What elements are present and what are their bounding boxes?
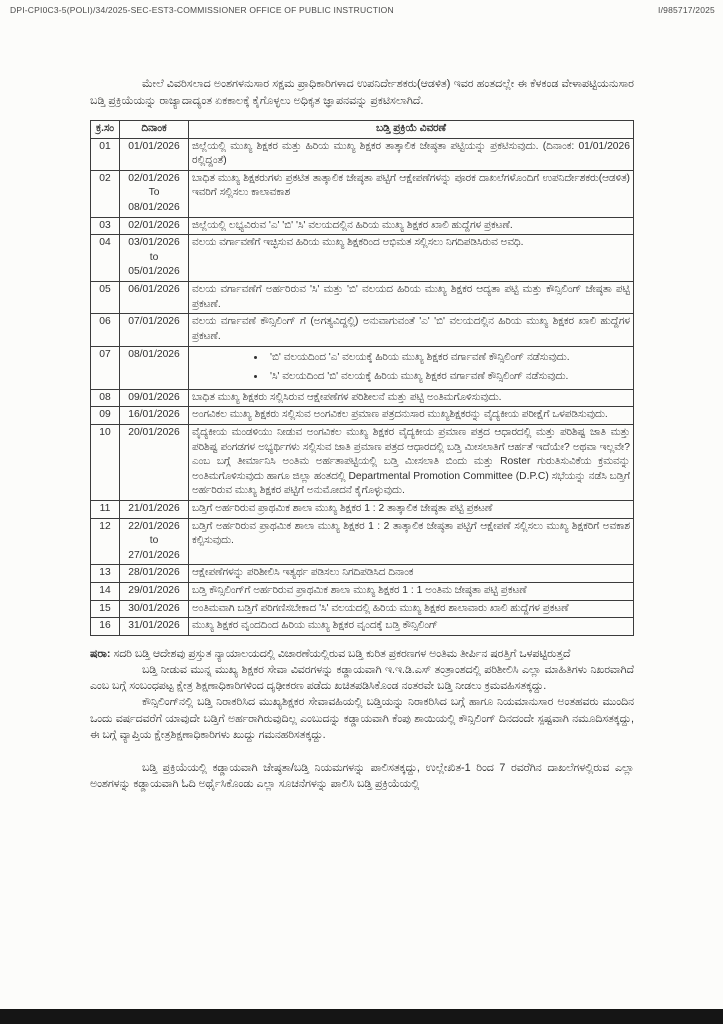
row-serial: 07 <box>91 346 120 389</box>
column-header-date: ದಿನಾಂಕ <box>120 121 189 139</box>
row-serial: 04 <box>91 235 120 282</box>
date-line: 05/01/2026 <box>128 266 180 278</box>
row-date <box>120 389 189 407</box>
table-header-row <box>91 121 634 139</box>
row-date <box>120 235 189 282</box>
table-row <box>91 389 634 407</box>
row-description: ಮುಖ್ಯ ಶಿಕ್ಷಕರ ವೃಂದದಿಂದ ಹಿರಿಯ ಮುಖ್ಯ ಶಿಕ್ಷಕರ ವೃಂದಕ್ಕೆ ಬಡ್ತಿ ಕೌನ್ಸಿಲಿಂಗ್ <box>189 618 634 636</box>
row-serial: 10 <box>91 424 120 500</box>
row-serial: 15 <box>91 600 120 618</box>
table-row <box>91 217 634 235</box>
date-line: 01/01/2026 <box>128 140 180 152</box>
table-row <box>91 424 634 500</box>
table-row <box>91 346 634 389</box>
row-date <box>120 518 189 565</box>
paragraph-rules-compliance: ಬಡ್ತಿ ಪ್ರಕ್ರಿಯೆಯಲ್ಲಿ ಕಡ್ಡಾಯವಾಗಿ ಜೇಷ್ಠತಾ/ಬಡ್ತಿ ನಿಯಮಗಳನ್ನು ಪಾಲಿಸತಕ್ಕದ್ದು, ಉಲ್ಲೇಖಿತ-1 ರಿಂದ 7 ರವರೆಗಿನ ದಾಖಲೆಗಳಲ್ಲಿರುವ ಎಲ್ಲಾ ಅಂಶಗಳನ್ನು ಕಡ್ಡಾಯವಾಗಿ ಓದಿ ಅರ್ಥೈಸಿಕೊಂಡು ಎಲ್ಲಾ ಸೂಚನೆಗಳನ್ನು ಪಾಲಿಸಿ ಬಡ್ತಿ ಪ್ರಕ್ರಿಯೆಯಲ್ಲಿ <box>90 762 634 791</box>
row-serial: 16 <box>91 618 120 636</box>
date-line: 28/01/2026 <box>128 567 180 579</box>
date-line: 02/01/2026 <box>128 172 180 184</box>
row-serial: 02 <box>91 170 120 217</box>
table-row <box>91 235 634 282</box>
row-description: ಜಿಲ್ಲೆಯಲ್ಲಿ ಲಭ್ಯವಿರುವ 'ಎ' 'ಬಿ' 'ಸಿ' ವಲಯದಲ್ಲಿನ ಹಿರಿಯ ಮುಖ್ಯ ಶಿಕ್ಷಕರ ಖಾಲಿ ಹುದ್ದೆಗಳ ಪ್ರಕಟಣೆ. <box>189 217 634 235</box>
bullet-item: • 'ಬಿ' ವಲಯದಿಂದ 'ಎ' ವಲಯಕ್ಕೆ ಹಿರಿಯ ಮುಖ್ಯ ಶಿಕ್ಷಕರ ವರ್ಗಾವಣೆ ಕೌನ್ಸಿಲಿಂಗ್ ನಡೆಸುವುದು. <box>266 351 630 366</box>
table-row <box>91 583 634 601</box>
row-date <box>120 583 189 601</box>
date-line: 16/01/2026 <box>128 409 180 421</box>
table-row <box>91 518 634 565</box>
row-description: ಆಕ್ಷೇಪಣೆಗಳನ್ನು ಪರಿಶೀಲಿಸಿ ಇತ್ಯರ್ಥ ಪಡಿಸಲು ನಿಗದಿಪಡಿಸಿದ ದಿನಾಂಕ <box>189 565 634 583</box>
table-row <box>91 407 634 425</box>
date-line: to <box>149 535 159 547</box>
paragraph-counselling-refusal: ಕೌನ್ಸಿಲಿಂಗ್‌ನಲ್ಲಿ ಬಡ್ತಿ ನಿರಾಕರಿಸಿದ ಮುಖ್ಯಶಿಕ್ಷಕರ ಸೇವಾವಹಿಯಲ್ಲಿ ಬಡ್ತಿಯನ್ನು ನಿರಾಕರಿಸಿದ ಬಗ್ಗೆ ಹಾಗೂ ನಿಯಮಾನುಸಾರ ಅಂತಹವರು ಮುಂದಿನ ಒಂದು ವರ್ಷದವರೆಗೆ ಯಾವುದೇ ಬಡ್ತಿಗೆ ಅರ್ಹರಾಗಿರುವುದಿಲ್ಲ ಎಂಬುದನ್ನು ಕಡ್ಡಾಯವಾಗಿ ಕೆಂಪು ಶಾಯಿಯಲ್ಲಿ ಕೌನ್ಸಿಲಿಂಗ್ ದಿನದಂದೇ ಸ್ಪಷ್ಟವಾಗಿ ನಮೂದಿಸತಕ್ಕದ್ದು, ಈ ಬಗ್ಗೆ ವ್ಯಾಪ್ತಿಯ ಕ್ಷೇತ್ರಶಿಕ್ಷಣಾಧಿಕಾರಿಗಳು ಖುದ್ದು ಗಮನಹರಿಸತಕ್ಕದ್ದು. <box>90 696 634 741</box>
date-line: to <box>149 251 159 263</box>
notes-section <box>90 646 634 793</box>
table-row <box>91 618 634 636</box>
row-serial: 05 <box>91 282 120 314</box>
row-serial: 03 <box>91 217 120 235</box>
table-row <box>91 282 634 314</box>
intro-paragraph: ಮೇಲೆ ವಿವರಿಸಲಾದ ಅಂಶಗಳನುಸಾರ ಸಕ್ಷಮ ಪ್ರಾಧಿಕಾರಿಗಳಾದ ಉಪನಿರ್ದೇಶಕರು(ಆಡಳಿತ) ಇವರ ಹಂತದಲ್ಲೇ ಈ ಕೆಳಕಂಡ ವೇಳಾಪಟ್ಟಿಯನುಸಾರ ಬಡ್ತಿ ಪ್ರಕ್ರಿಯೆಯನ್ನು ರಾಜ್ಯಾದಾದ್ಯಂತ ಏಕಕಾಲಕ್ಕೆ ಕೈಗೊಳ್ಳಲು ಅಧಿಕೃತ ಜ್ಞಾಪನವನ್ನು ಪ್ರಕಟಿಸಲಾಗಿದೆ. <box>90 78 634 107</box>
row-description: ವಲಯ ವರ್ಗಾವಣೆಗೆ ಅರ್ಹರಿರುವ 'ಸಿ' ಮತ್ತು 'ಬಿ' ವಲಯದ ಹಿರಿಯ ಮುಖ್ಯ ಶಿಕ್ಷಕರ ಆದ್ಯತಾ ಪಟ್ಟಿ ಮತ್ತು ಕೌನ್ಸಿಲಿಂಗ್ ಜೇಷ್ಠತಾ ಪಟ್ಟಿ ಪ್ರಕಟಣೆ. <box>189 282 634 314</box>
row-date <box>120 618 189 636</box>
row-serial: 01 <box>91 138 120 170</box>
table-row <box>91 501 634 519</box>
row-date <box>120 138 189 170</box>
date-line: 07/01/2026 <box>128 316 180 328</box>
row-serial: 09 <box>91 407 120 425</box>
row-description: ಬಡ್ತಿಗೆ ಅರ್ಹರಿರುವ ಪ್ರಾಥಮಿಕ ಶಾಲಾ ಮುಖ್ಯ ಶಿಕ್ಷಕರ 1 : 2 ತಾತ್ಕಾಲಿಕ ಜೇಷ್ಠತಾ ಪಟ್ಟಿ ಪ್ರಕಟಣೆ <box>189 501 634 519</box>
row-date <box>120 346 189 389</box>
bullet-item: • 'ಸಿ' ವಲಯದಿಂದ 'ಬಿ' ವಲಯಕ್ಕೆ ಹಿರಿಯ ಮುಖ್ಯ ಶಿಕ್ಷಕರ ವರ್ಗಾವಣೆ ಕೌನ್ಸಿಲಿಂಗ್ ನಡೆಸುವುದು. <box>266 370 630 385</box>
note-label: ಷರಾ: <box>90 647 111 660</box>
row-serial: 08 <box>91 389 120 407</box>
row-date <box>120 407 189 425</box>
date-line: 31/01/2026 <box>128 620 180 632</box>
date-line: 29/01/2026 <box>128 585 180 597</box>
scan-edge-bar <box>0 1009 723 1024</box>
row-date <box>120 501 189 519</box>
row-description: ವಲಯ ವರ್ಗಾವಣೆಗೆ ಇಚ್ಛಿಸುವ ಹಿರಿಯ ಮುಖ್ಯ ಶಿಕ್ಷಕರಿಂದ ಅಭಿಮತ ಸಲ್ಲಿಸಲು ನಿಗದಿಪಡಿಸಿರುವ ಅವಧಿ. <box>189 235 634 282</box>
date-line: 08/01/2026 <box>128 348 180 360</box>
document-id: I/985717/2025 <box>658 5 715 15</box>
promotion-schedule-table <box>90 120 634 636</box>
row-date <box>120 282 189 314</box>
row-description: ಅಂತಿಮವಾಗಿ ಬಡ್ತಿಗೆ ಪರಿಗಣಿಸಬೇಕಾದ 'ಸಿ' ವಲಯದಲ್ಲಿ ಹಿರಿಯ ಮುಖ್ಯ ಶಿಕ್ಷಕರ ಶಾಲಾವಾರು ಖಾಲಿ ಹುದ್ದೆಗಳ ಪ್ರಕಟಣೆ <box>189 600 634 618</box>
date-line: 27/01/2026 <box>128 549 180 561</box>
date-line: 08/01/2026 <box>128 202 180 214</box>
row-description: ಅಂಗವಿಕಲ ಮುಖ್ಯ ಶಿಕ್ಷಕರು ಸಲ್ಲಿಸುವ ಅಂಗವಿಕಲ ಪ್ರಮಾಣ ಪತ್ರದನುಸಾರ ಮುಖ್ಯಶಿಕ್ಷಕರನ್ನು ವೈದ್ಯಕೀಯ ಪರೀಕ್ಷೆಗೆ ಒಳಪಡಿಸುವುದು. <box>189 407 634 425</box>
date-line: 30/01/2026 <box>128 602 180 614</box>
schedule-table-body <box>91 138 634 635</box>
row-serial: 14 <box>91 583 120 601</box>
date-line: 20/01/2026 <box>128 426 180 438</box>
table-row <box>91 600 634 618</box>
date-line: 06/01/2026 <box>128 284 180 296</box>
date-line: 09/01/2026 <box>128 391 180 403</box>
date-line: 03/01/2026 <box>128 237 180 249</box>
note-paragraph <box>90 646 634 662</box>
table-row <box>91 170 634 217</box>
table-row <box>91 565 634 583</box>
description-bullet-list <box>192 351 630 385</box>
row-description <box>189 346 634 389</box>
table-row <box>91 138 634 170</box>
column-header-serial: ಕ್ರ.ಸಂ <box>91 121 120 139</box>
row-description: ಬಡ್ತಿ ಕೌನ್ಸಿಲಿಂಗ್‌ಗೆ ಅರ್ಹರಿರುವ ಪ್ರಾಥಮಿಕ ಶಾಲಾ ಮುಖ್ಯ ಶಿಕ್ಷಕರ 1 : 1 ಅಂತಿಮ ಜೇಷ್ಠತಾ ಪಟ್ಟಿ ಪ್ರಕಟಣೆ <box>189 583 634 601</box>
row-description: ಜಿಲ್ಲೆಯಲ್ಲಿ ಮುಖ್ಯ ಶಿಕ್ಷಕರ ಮತ್ತು ಹಿರಿಯ ಮುಖ್ಯ ಶಿಕ್ಷಕರ ತಾತ್ಕಾಲಿಕ ಜೇಷ್ಠತಾ ಪಟ್ಟಿಯನ್ನು ಪ್ರಕಟಿಸುವುದು. (ದಿನಾಂಕ: 01/01/2026 ರಲ್ಲಿದ್ದಂತೆ) <box>189 138 634 170</box>
table-row <box>91 314 634 346</box>
row-description: ಬಾಧಿತ ಮುಖ್ಯ ಶಿಕ್ಷಕರು ಸಲ್ಲಿಸಿರುವ ಆಕ್ಷೇಪಣೆಗಳ ಪರಿಶೀಲನೆ ಮತ್ತು ಪಟ್ಟಿ ಅಂತಿಮಗೊಳಿಸುವುದು. <box>189 389 634 407</box>
note-text: ಸದರಿ ಬಡ್ತಿ ಆದೇಶವು ಪ್ರಸ್ತುತ ನ್ಯಾಯಾಲಯದಲ್ಲಿ ವಿಚಾರಣೆಯಲ್ಲಿರುವ ಬಡ್ತಿ ಕುರಿತ ಪ್ರಕರಣಗಳ ಅಂತಿಮ ತೀರ್ಪಿನ ಷರತ್ತಿಗೆ ಒಳಪಟ್ಟಿರುತ್ತದೆ <box>113 647 571 660</box>
row-description: ವೈದ್ಯಕೀಯ ಮಂಡಳಿಯು ನೀಡುವ ಅಂಗವಿಕಲ ಮುಖ್ಯ ಶಿಕ್ಷಕರ ವೈದ್ಯಕೀಯ ಪ್ರಮಾಣ ಪತ್ರದ ಆಧಾರದಲ್ಲಿ ಮತ್ತು ಪರಿಶಿಷ್ಟ ಜಾತಿ ಮತ್ತು ಪರಿಶಿಷ್ಟ ಪಂಗಡಗಳ ಅಭ್ಯರ್ಥಿಗಳು ಸಲ್ಲಿಸುವ ಜಾತಿ ಪ್ರಮಾಣ ಪತ್ರದ ಆಧಾರದಲ್ಲಿ ಬಡ್ತಿ ಮೀಸಲಾತಿಗೆ ಆರ್ಹತೆ ಇದೆಯೇ? ಅಥವಾ ಇಲ್ಲವೇ? ಎಂಬ ಬಗ್ಗೆ ತೀರ್ಮಾನಿಸಿ ಅಂತಿಮ ಅರ್ಹತಾಪಟ್ಟಿಯಲ್ಲಿ ಬಡ್ತಿ ಮೀಸಲಾತಿ ಬಿಂದು ಮತ್ತು Roster ಗುರುತಿಸುವಿಕೆಯ ಕ್ರಮವನ್ನು ಅಂತಿಮಗೊಳಿಸುವುದು ಹಾಗೂ ಜಿಲ್ಲಾ ಹಂತದಲ್ಲಿ Departmental Promotion Committee (D.P.C) ಸಭೆಯನ್ನು ನಡೆಸಿ ಬಡ್ತಿಗೆ ಅರ್ಹರಿರುವ ಮುಖ್ಯ ಶಿಕ್ಷಕರ ಪಟ್ಟಿಗೆ ಅನುಮೋದನೆ ಕೈಗೊಳ್ಳುವುದು. <box>189 424 634 500</box>
paragraph-eeds-verification: ಬಡ್ತಿ ನೀಡುವ ಮುನ್ನ ಮುಖ್ಯ ಶಿಕ್ಷಕರ ಸೇವಾ ವಿವರಗಳನ್ನು ಕಡ್ಡಾಯವಾಗಿ ಇ.ಇ.ಡಿ.ಎಸ್ ತಂತ್ರಾಂಶದಲ್ಲಿ ಪರಿಶೀಲಿಸಿ ಎಲ್ಲಾ ಮಾಹಿತಿಗಳು ನಿಖರವಾಗಿದೆ ಎಂಬ ಬಗ್ಗೆ ಸಂಬಂಧಪಟ್ಟ ಕ್ಷೇತ್ರ ಶಿಕ್ಷಣಾಧಿಕಾರಿಗಳಿಂದ ದೃಢೀಕರಣ ಪಡೆದು ಖಚಿತಪಡಿಸಿಕೊಂಡ ನಂತರವೇ ಬಡ್ತಿ ನೀಡಲು ಕ್ರಮವಹಿಸತಕ್ಕದ್ದು. <box>90 664 634 693</box>
row-date <box>120 424 189 500</box>
row-serial: 12 <box>91 518 120 565</box>
date-line: 22/01/2026 <box>128 520 180 532</box>
row-serial: 06 <box>91 314 120 346</box>
document-header <box>10 5 715 15</box>
row-serial: 13 <box>91 565 120 583</box>
date-line: To <box>148 187 160 199</box>
date-line: 21/01/2026 <box>128 503 180 515</box>
row-date <box>120 600 189 618</box>
row-description: ಬಡ್ತಿಗೆ ಅರ್ಹರಿರುವ ಪ್ರಾಥಮಿಕ ಶಾಲಾ ಮುಖ್ಯ ಶಿಕ್ಷಕರ 1 : 2 ತಾತ್ಕಾಲಿಕ ಜೇಷ್ಠತಾ ಪಟ್ಟಿಗೆ ಆಕ್ಷೇಪಣೆ ಸಲ್ಲಿಸಲು ಮುಖ್ಯ ಶಿಕ್ಷಕರಿಗೆ ಅವಕಾಶ ಕಲ್ಪಿಸುವುದು. <box>189 518 634 565</box>
row-serial: 11 <box>91 501 120 519</box>
row-date <box>120 217 189 235</box>
row-date <box>120 565 189 583</box>
document-body <box>90 76 634 792</box>
row-date <box>120 314 189 346</box>
date-line: 02/01/2026 <box>128 219 180 231</box>
column-header-description: ಬಡ್ತಿ ಪ್ರಕ್ರಿಯೆ ವಿವರಣೆ <box>189 121 634 139</box>
row-date <box>120 170 189 217</box>
row-description: ವಲಯ ವರ್ಗಾವಣೆ ಕೌನ್ಸಿಲಿಂಗ್ ಗೆ (ಅಗತ್ಯವಿದ್ದಲ್ಲಿ) ಅನುವಾಗುವಂತೆ 'ಎ' 'ಬಿ' ವಲಯದಲ್ಲಿನ ಹಿರಿಯ ಮುಖ್ಯ ಶಿಕ್ಷಕರ ಖಾಲಿ ಹುದ್ದೆಗಳ ಪ್ರಕಟಣೆ. <box>189 314 634 346</box>
file-reference-number: DPI-CPI0C3-5(POLI)/34/2025-SEC-EST3-COMMISSIONER OFFICE OF PUBLIC INSTRUCTION <box>10 5 394 15</box>
row-description: ಬಾಧಿತ ಮುಖ್ಯ ಶಿಕ್ಷಕರುಗಳು ಪ್ರಕಟಿತ ತಾತ್ಕಾಲಿಕ ಜೇಷ್ಠತಾ ಪಟ್ಟಿಗೆ ಆಕ್ಷೇಪಣೆಗಳನ್ನು ಪೂರಕ ದಾಖಲೆಗಳೊಂದಿಗೆ ಉಪನಿರ್ದೇಶಕರು(ಆಡಳಿತ) ಇವರಿಗೆ ಸಲ್ಲಿಸಲು ಕಾಲಾವಕಾಶ <box>189 170 634 217</box>
